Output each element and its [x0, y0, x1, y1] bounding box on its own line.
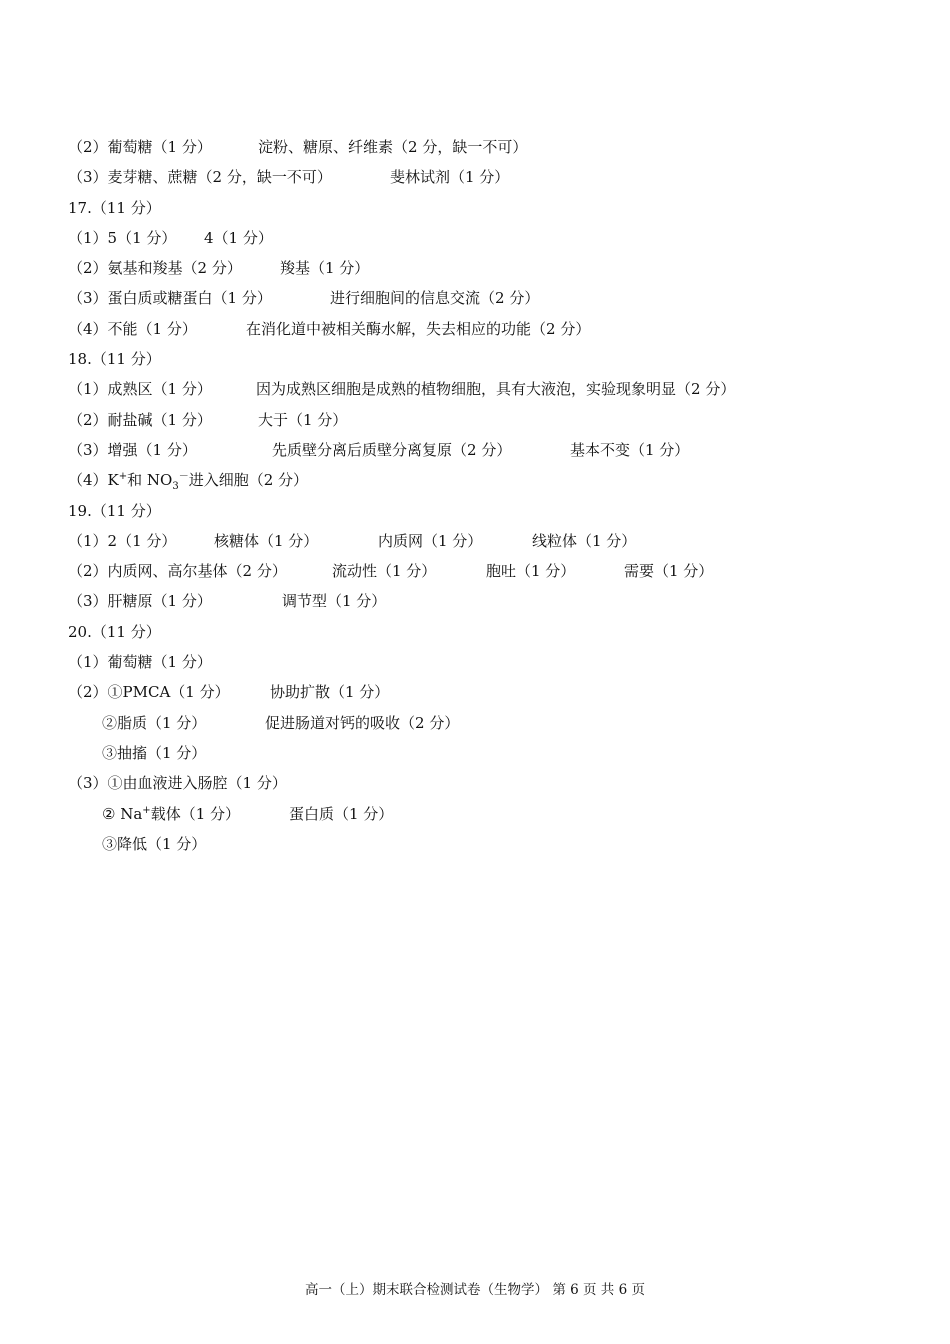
answer-line — [68, 799, 908, 829]
answer-line — [68, 526, 908, 556]
answer-text: 内质网（1 分） — [378, 531, 483, 550]
answer-text: 先质壁分离后质壁分离复原（2 分） — [272, 440, 512, 459]
page-footer: 高一（上）期末联合检测试卷（生物学） 第 6 页 共 6 页 — [305, 1282, 645, 1298]
answer-suffix: 载体（1 分） — [150, 804, 240, 823]
answer-prefix: （4）K — [68, 471, 119, 490]
answer-text: 斐林试剂（1 分） — [390, 168, 510, 187]
answer-line — [68, 465, 908, 495]
answer-text: 淀粉、糖原、纤维素（2 分，缺一不可） — [258, 138, 528, 156]
answer-line — [68, 738, 908, 768]
answer-line — [68, 586, 908, 616]
answer-text: 4（1 分） — [204, 228, 273, 247]
question-header — [68, 496, 908, 526]
answer-text: 大于（1 分） — [258, 410, 348, 429]
answer-label: （3）①由血液进入肠腔（1 分） — [68, 774, 287, 793]
answer-label: （2）内质网、高尔基体（2 分） — [68, 562, 287, 581]
answer-line — [68, 708, 908, 738]
subscript: 3 — [172, 481, 179, 493]
answer-text: 协助扩散（1 分） — [270, 683, 390, 702]
answer-line — [68, 374, 908, 404]
answer-label: ③降低（1 分） — [102, 834, 207, 853]
answer-line — [68, 677, 908, 707]
answer-text: 进行细胞间的信息交流（2 分） — [330, 289, 540, 308]
answer-line — [68, 435, 908, 465]
answer-line — [68, 647, 908, 677]
answer-text: 调节型（1 分） — [282, 592, 387, 611]
answer-label: （3）蛋白质或糖蛋白（1 分） — [68, 289, 272, 308]
question-number: 19.（11 分） — [68, 501, 161, 520]
answer-line — [68, 253, 908, 283]
answer-line — [68, 829, 908, 859]
answer-text: 流动性（1 分） — [332, 562, 437, 581]
charge-superscript: + — [118, 471, 128, 483]
answer-text: 在消化道中被相关酶水解，失去相应的功能（2 分） — [246, 319, 591, 338]
answer-list — [68, 132, 908, 859]
answer-label: （1）成熟区（1 分） — [68, 380, 212, 399]
answer-label: （1）葡萄糖（1 分） — [68, 653, 212, 672]
answer-label: （2）氨基和羧基（2 分） — [68, 259, 242, 278]
answer-label — [102, 799, 240, 829]
answer-line — [68, 162, 908, 192]
answer-text: 需要（1 分） — [624, 562, 714, 581]
question-header — [68, 193, 908, 223]
answer-label: （3）肝糖原（1 分） — [68, 592, 212, 611]
question-header — [68, 617, 908, 647]
answer-label: （1）2（1 分） — [68, 531, 177, 550]
charge-superscript: + — [142, 804, 151, 816]
answer-text: 核糖体（1 分） — [214, 531, 319, 550]
question-number: 17.（11 分） — [68, 198, 161, 217]
answer-label: ②脂质（1 分） — [102, 713, 207, 732]
answer-line — [68, 556, 908, 586]
answer-label: （2）耐盐碱（1 分） — [68, 410, 212, 429]
answer-label: ③抽搐（1 分） — [102, 743, 207, 762]
answer-suffix: 进入细胞（2 分） — [188, 471, 309, 490]
answer-label: （3）增强（1 分） — [68, 440, 197, 459]
answer-label: （1）5（1 分） — [68, 228, 177, 247]
answer-text: 促进肠道对钙的吸收（2 分） — [265, 713, 460, 732]
answer-line — [68, 132, 908, 162]
answer-prefix: ② Na — [102, 804, 143, 823]
answer-text: 羧基（1 分） — [280, 259, 370, 278]
answer-label: （2）①PMCA（1 分） — [68, 683, 230, 702]
answer-text: 因为成熟区细胞是成熟的植物细胞，具有大液泡，实验现象明显（2 分） — [256, 380, 736, 399]
question-header — [68, 344, 908, 374]
answer-mid: 和 NO — [127, 471, 173, 490]
answer-line — [68, 405, 908, 435]
question-number: 20.（11 分） — [68, 622, 161, 641]
answer-line — [68, 223, 908, 253]
answer-line — [68, 283, 908, 313]
answer-label: （4）不能（1 分） — [68, 319, 197, 338]
answer-label: （3）麦芽糖、蔗糖（2 分，缺一不可） — [68, 168, 332, 187]
answer-label: （2）葡萄糖（1 分） — [68, 138, 212, 156]
answer-text: 蛋白质（1 分） — [289, 804, 394, 823]
answer-line — [68, 314, 908, 344]
answer-text: 基本不变（1 分） — [570, 440, 690, 459]
question-number: 18.（11 分） — [68, 350, 161, 369]
charge-superscript: － — [178, 471, 189, 483]
answer-text: 胞吐（1 分） — [486, 562, 576, 581]
answer-line — [68, 768, 908, 798]
answer-text: 线粒体（1 分） — [532, 531, 637, 550]
answer-label — [68, 465, 308, 495]
